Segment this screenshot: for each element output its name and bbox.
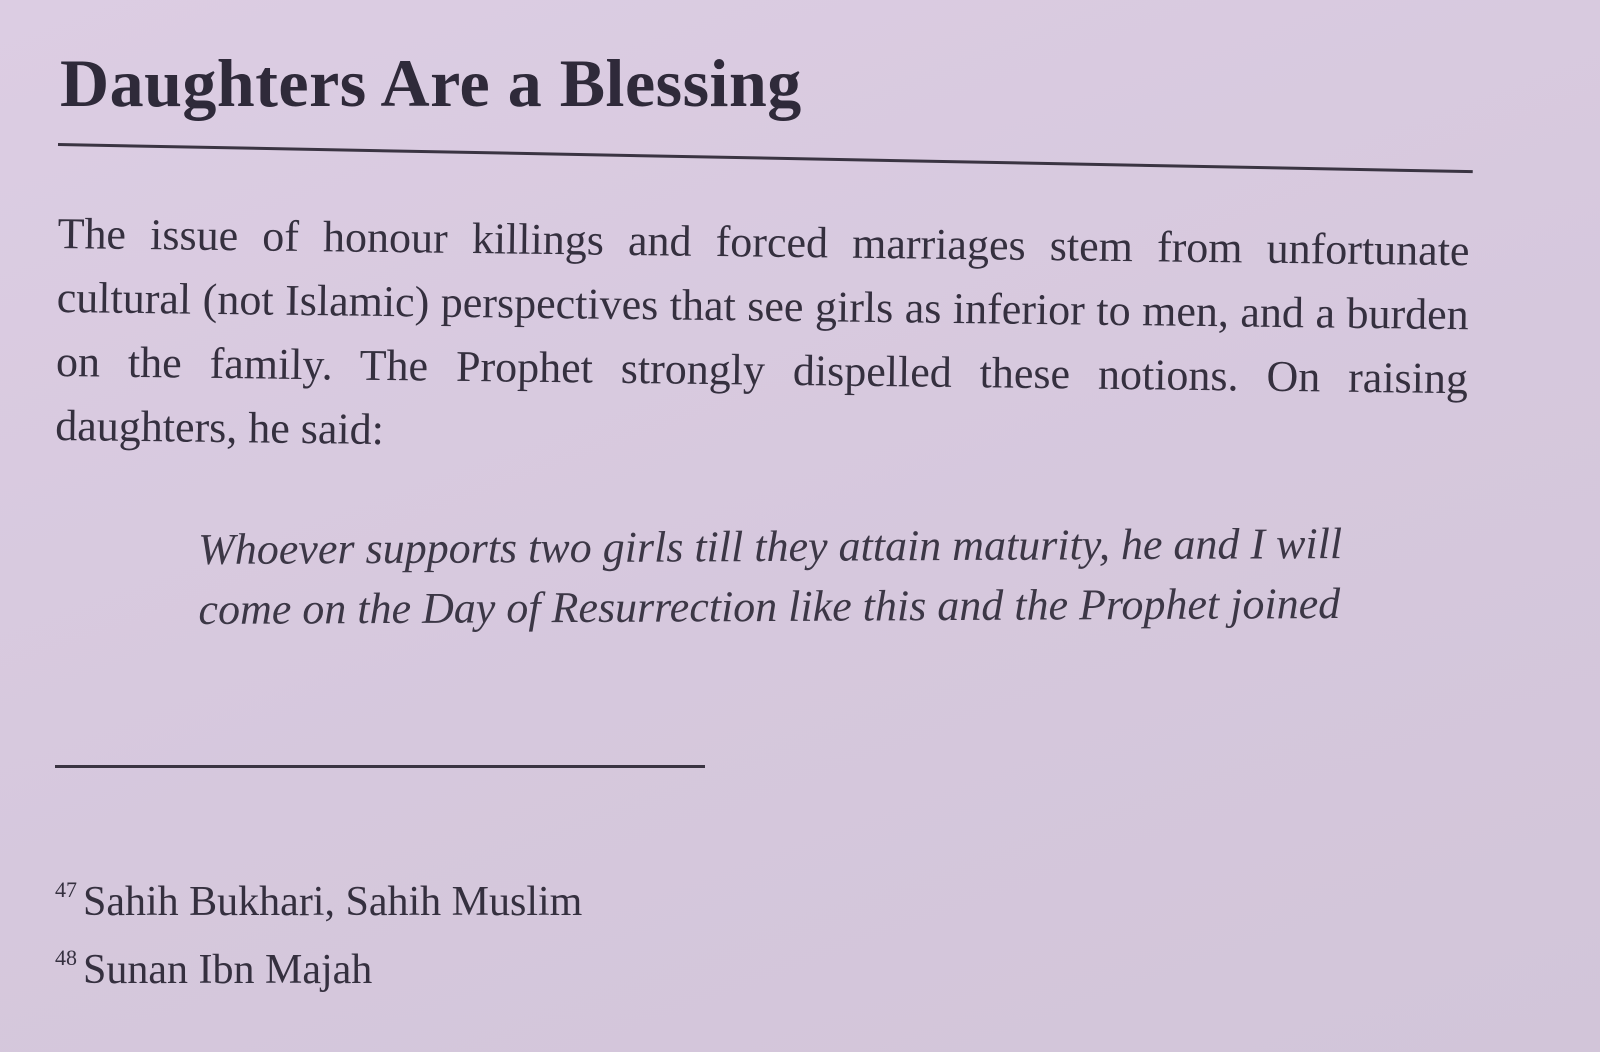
quote-line: come on the Day of Resurrection like this and the Prophet joined: [198, 579, 1341, 634]
footnote-separator: [55, 765, 705, 768]
footnote-number: 48: [55, 945, 77, 970]
footnote-number: 47: [55, 877, 77, 902]
footnote-text: Sunan Ibn Majah: [83, 947, 373, 993]
heading-underline: [58, 143, 1473, 173]
footnote-47: [55, 862, 582, 930]
body-paragraph: The issue of honour killings and forced marriages stem from unfortunate cultural (not Islamic) perspectives that see girls as inferior to men, and a burden on the family. The Prophet strongly dispelled these notions. On raising daughters, he said:: [54, 208, 1470, 454]
footnote-48: [55, 930, 582, 998]
section-heading: Daughters Are a Blessing: [60, 45, 802, 121]
footnotes-list: [55, 862, 582, 998]
hadith-quote: [198, 513, 1479, 640]
footnote-text: Sahih Bukhari, Sahih Muslim: [83, 879, 583, 925]
quote-line: Whoever supports two girls till they attain maturity, he and I will: [198, 519, 1343, 574]
